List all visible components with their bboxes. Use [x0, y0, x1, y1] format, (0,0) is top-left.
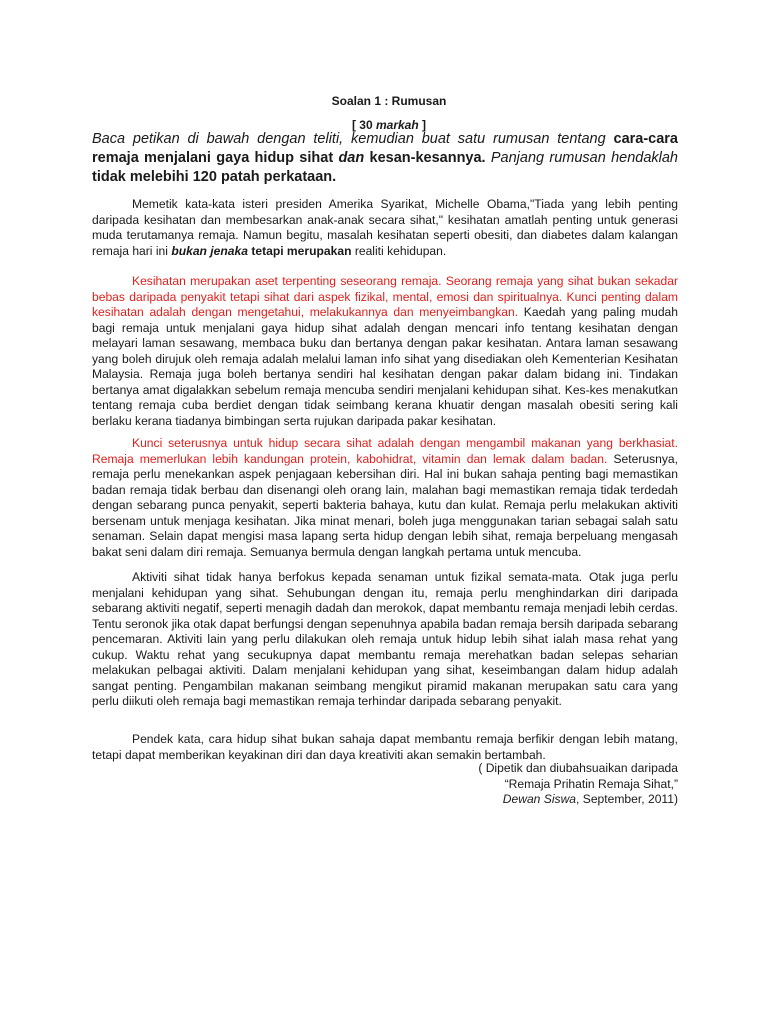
instruction-part1: Baca petikan di bawah dengan teliti, kemudian buat satu rumusan tentang [92, 131, 614, 147]
p3-highlight: Kunci seterusnya untuk hidup secara sihat adalah dengan mengambil makanan yang berkhasiat. Remaja memerlukan lebih kandungan protein, kabohidrat, vitamin dan lemak dalam badan. [92, 436, 678, 466]
paragraph-1 [92, 197, 678, 259]
source-citation [92, 761, 678, 808]
p1-text1: Memetik kata-kata isteri presiden Amerika Syarikat, Michelle Obama,"Tiada yang lebih penting daripada kesihatan dan membesarkan anak-anak secara sihat," kesihatan amatlah penting untuk generasi muda terutamanya remaja. Namun begitu, masalah kesihatan seperti obesiti, dan diabetes dalam kalangan remaja hari ini [92, 197, 678, 258]
p1-bold: tetapi merupakan [247, 243, 352, 258]
instruction [92, 130, 678, 187]
p1-bold-italic: bukan jenaka [171, 243, 248, 258]
marks-word: markah [375, 118, 419, 132]
instruction-part2: Panjang rumusan hendaklah [485, 150, 678, 166]
p3-text: Seterusnya, remaja perlu menekankan aspek penjagaan kebersihan diri. Hal ini bukan sahaja penting bagi memastikan badan remaja tidak berbau dan disenangi oleh orang lain, malahan bagi memastikan remaja tidak terdedah dengan sebarang punca penyakit, seperti bakteria bahaya, kutu dan kulat. Remaja perlu melakukan aktiviti bersenam untuk menjaga kesihatan. Jika minat menari, boleh juga menggunakan tarian sebagai salah satu senaman. Selain dapat mengisi masa lapang serta hidup dengan lebih sihat, remaja berpeluang mengasah bakat seni dalam diri remaja. Semuanya bermula dengan langkah pertama untuk mencuba. [92, 451, 678, 559]
p5-text: Pendek kata, cara hidup sihat bukan sahaja dapat membantu remaja berfikir dengan lebih matang, tetapi dapat memberikan keyakinan diri dan daya kreativiti akan semakin bertambah. [92, 732, 678, 762]
paragraph-5 [92, 732, 678, 763]
instruction-bold1: cara-cara remaja menjalani gaya hidup sihat [92, 131, 678, 166]
source-line-3 [92, 792, 678, 808]
p4-text: Aktiviti sihat tidak hanya berfokus kepada senaman untuk fizikal semata-mata. Otak juga perlu menjalani kehidupan yang sihat. Sehubungan dengan itu, remaja perlu menghindarkan diri daripada sebarang aktiviti negatif, seperti menagih dadah dan merokok, dapat membantu remaja menjadi lebih cerdas. Tentu seronok jika otak dapat berfungsi dengan sepenuhnya apabila badan remaja bersih daripada sebarang pencemaran. Aktiviti lain yang perlu dilakukan oleh remaja untuk hidup lebih sihat ialah masa rehat yang cukup. Waktu rehat yang secukupnya dapat membantu remaja merehatkan badan selepas seharian melakukan pelbagai aktiviti. Dalam menjalani kehidupan yang sihat, keseimbangan dalam hidup adalah sangat penting. Pengambilan makanan seimbang mengikut piramid makanan merupakan satu cara yang perlu diikuti oleh remaja bagi memastikan remaja terhindar daripada sebarang penyakit. [92, 570, 678, 708]
instruction-bold-italic: dan [338, 150, 365, 166]
p1-text2: realiti kehidupan. [351, 243, 447, 258]
instruction-bold3: tidak melebihi 120 patah perkataan. [92, 169, 337, 185]
source-line-1: ( Dipetik dan diubahsuaikan daripada [478, 761, 678, 775]
instruction-bold2: kesan-kesannya. [364, 150, 486, 166]
p2-text: Kaedah yang paling mudah bagi remaja untuk menjalani gaya hidup sihat adalah dengan mencari info tentang kesihatan dengan melayari laman sesawang, membaca buku dan bertanya dengan pakar kesihatan. Antara laman sesawang yang boleh dirujuk oleh remaja adalah melalui laman info sihat yang disediakan oleh Kementerian Kesihatan Malaysia. Remaja juga boleh bertanya sendiri hal kesihatan dengan pakar dalam bidang ini. Tindakan bertanya amat digalakkan sebelum remaja mencuba sendiri menjalani kehidupan sihat. Kes-kes menakutkan tentang remaja cuba berdiet dengan tidak seimbang kerana khuatir dengan masalah obesiti sering kali berlaku kerana tiadanya bimbingan serta rujukan daripada pakar kesihatan. [92, 305, 678, 428]
source-line-2: “Remaja Prihatin Remaja Sihat,” [504, 776, 678, 791]
question-title: Soalan 1 : Rumusan [331, 94, 447, 108]
paragraph-3 [92, 436, 678, 560]
source-date: , September, 2011) [576, 792, 678, 806]
p2-highlight: Kesihatan merupakan aset terpenting seseorang remaja. Seorang remaja yang sihat bukan sekadar bebas daripada penyakit tetapi sihat dari aspek fizikal, mental, emosi dan spiritualnya. Kunci penting dalam kesihatan adalah dengan mengetahui, melakukannya dan menyeimbangkan. [92, 274, 678, 319]
marks-close: ] [418, 118, 427, 132]
marks-open: [ 30 [351, 118, 376, 132]
paragraph-2 [92, 274, 678, 429]
paragraph-4 [92, 570, 678, 710]
source-magazine: Dewan Siswa [502, 792, 577, 806]
